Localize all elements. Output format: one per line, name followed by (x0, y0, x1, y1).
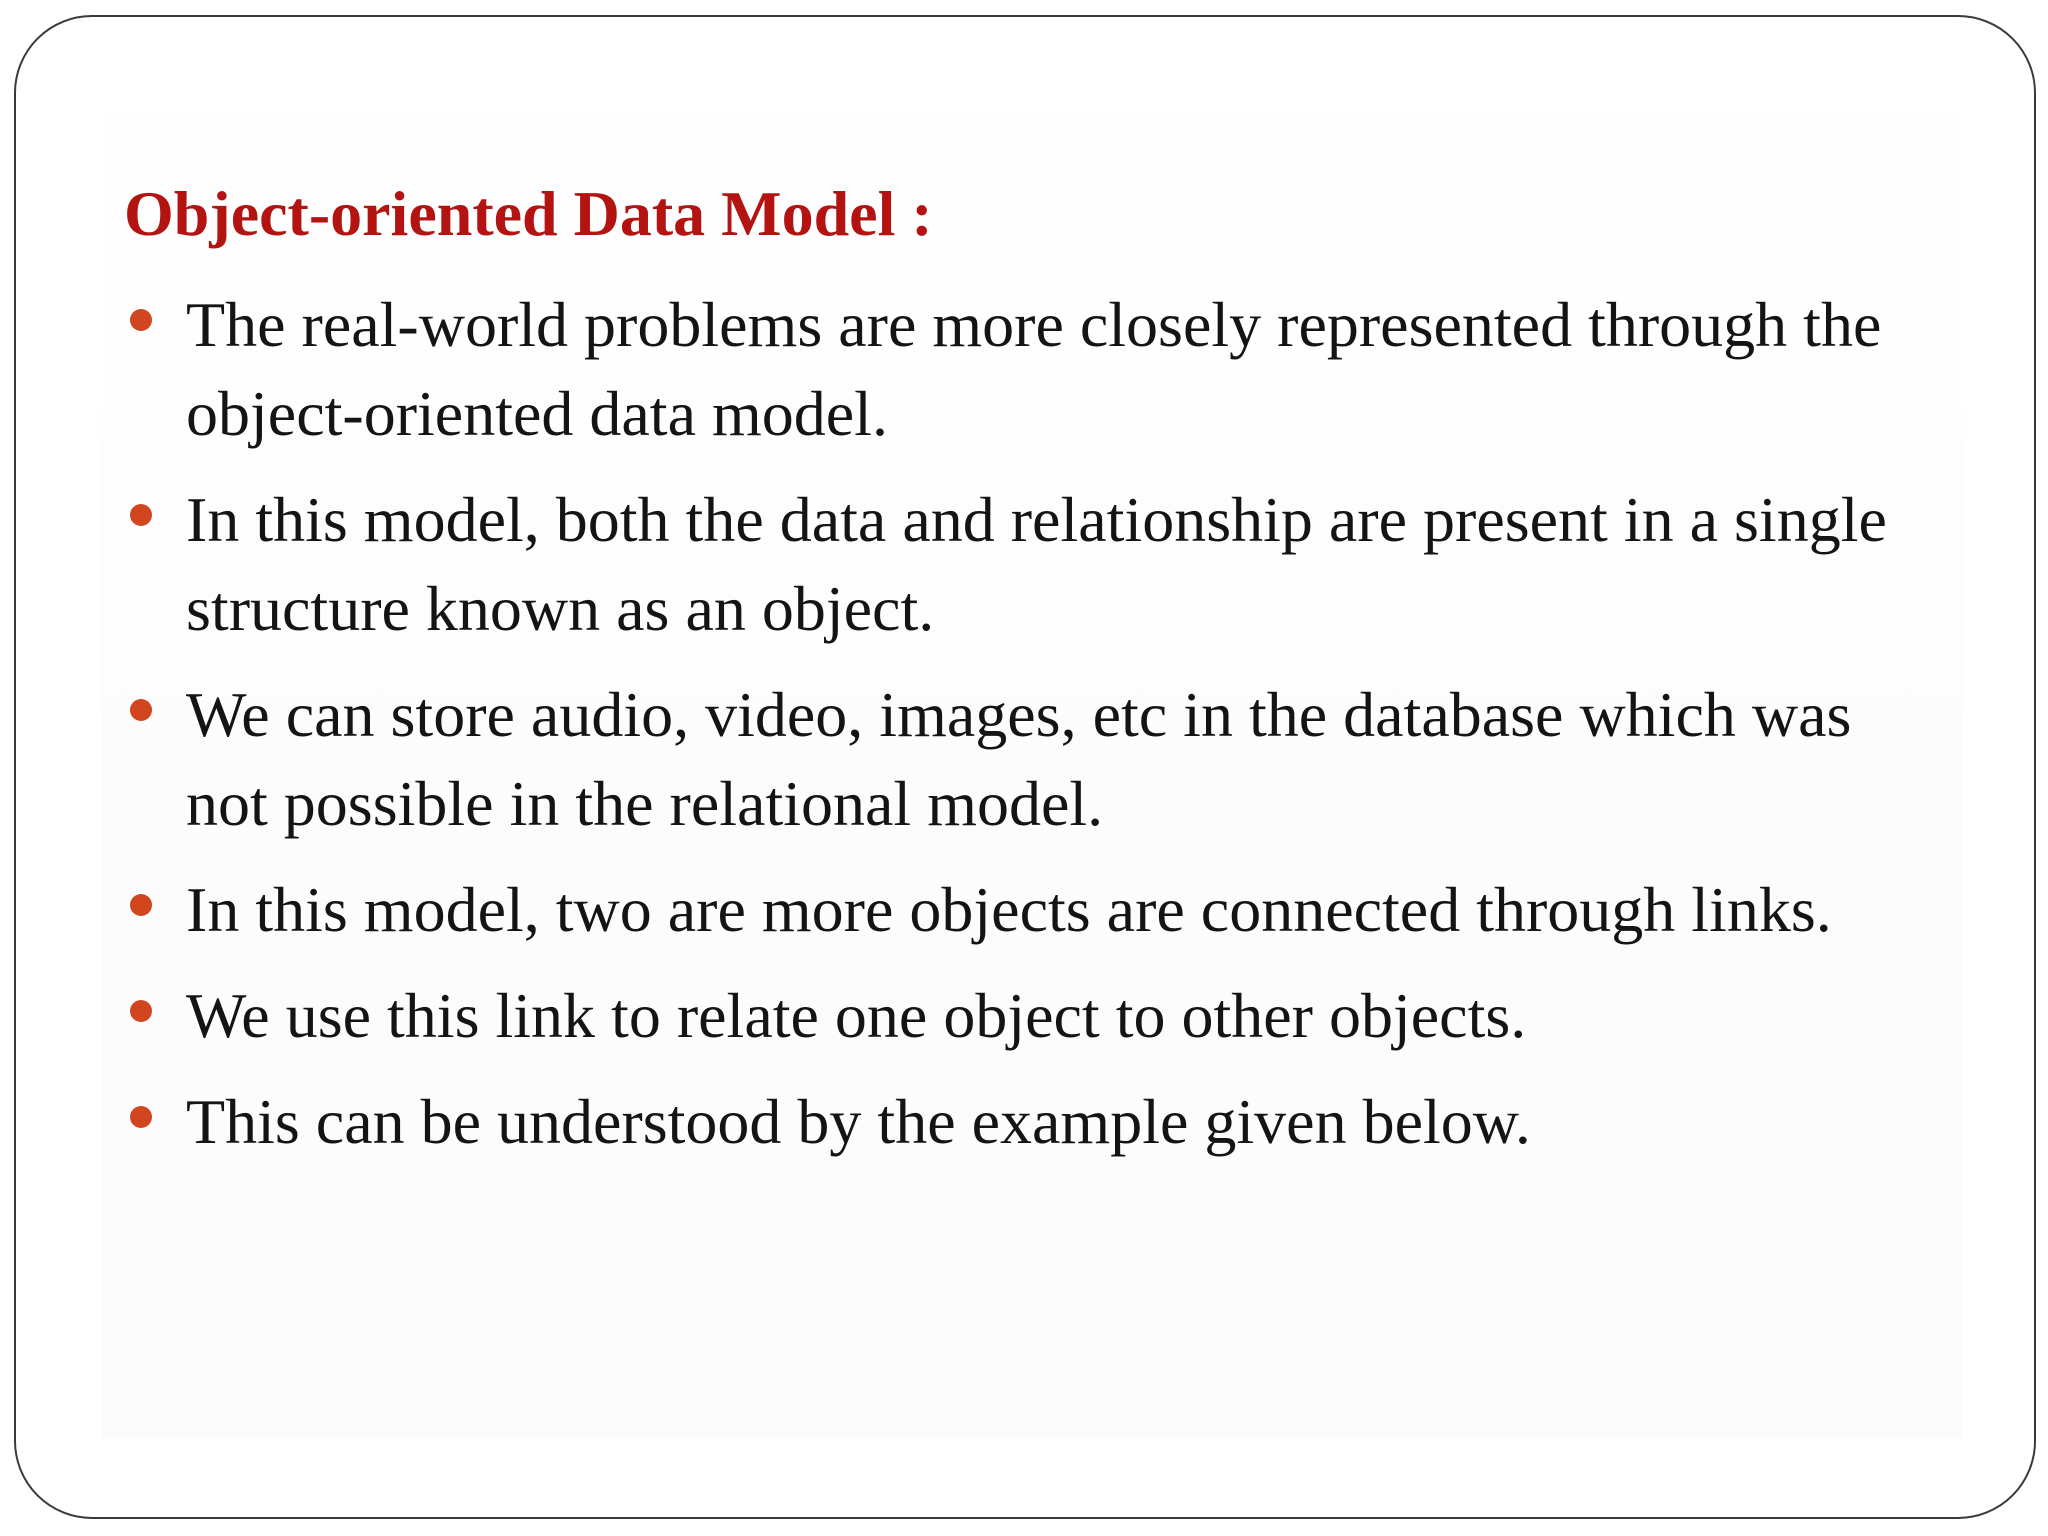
bullet-dot-icon (130, 1106, 152, 1128)
bullet-dot-icon (130, 699, 152, 721)
bullet-text: This can be understood by the example given below. (186, 1086, 1531, 1157)
bullet-item (124, 475, 1944, 653)
bullet-text: We can store audio, video, images, etc in the database which was not possible in the relational model. (186, 679, 1852, 839)
bullet-item (124, 670, 1944, 848)
bullet-dot-icon (130, 504, 152, 526)
bullet-dot-icon (130, 309, 152, 331)
bullet-dot-icon (130, 1000, 152, 1022)
bullet-dot-icon (130, 894, 152, 916)
bullet-item (124, 280, 1944, 458)
bullet-text: In this model, both the data and relationship are present in a single structure known as an object. (186, 484, 1887, 644)
bullet-list (124, 280, 1944, 1183)
bullet-item (124, 1077, 1944, 1166)
bullet-text: In this model, two are more objects are connected through links. (186, 874, 1832, 945)
slide-title: Object-oriented Data Model : (124, 178, 933, 249)
bullet-text: The real-world problems are more closely represented through the object-oriented data model. (186, 289, 1882, 449)
bullet-item (124, 971, 1944, 1060)
bullet-text: We use this link to relate one object to other objects. (186, 980, 1527, 1051)
bullet-item (124, 865, 1944, 954)
